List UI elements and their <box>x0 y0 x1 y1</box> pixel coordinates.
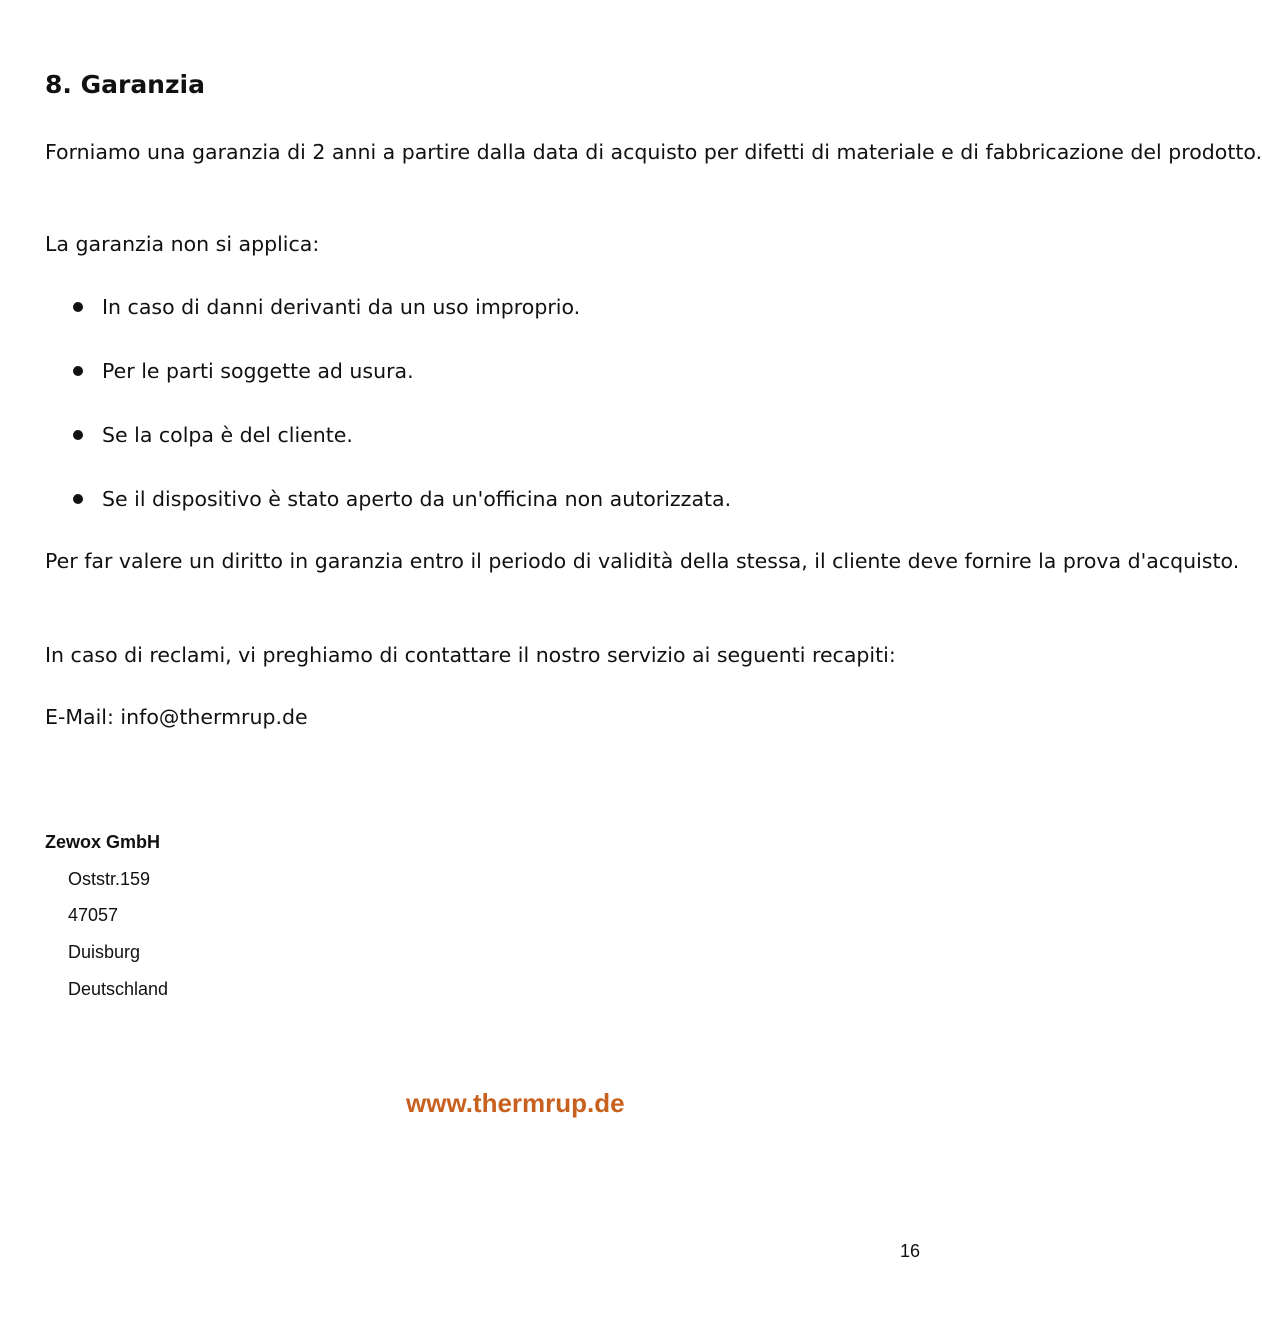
contact-intro-paragraph: In caso di reclami, vi preghiamo di contattare il nostro servizio ai seguenti recapiti: <box>45 643 896 667</box>
company-country: Deutschland <box>68 979 169 999</box>
bullet-icon <box>73 302 83 312</box>
claim-info-paragraph: Per far valere un diritto in garanzia entro il periodo di validità della stessa, il cliente deve fornire la prova d'acquisto. <box>45 549 1240 573</box>
website-url: www.thermrup.de <box>406 1088 625 1118</box>
company-street: Oststr.159 <box>68 869 151 889</box>
section-heading: 8. Garanzia <box>45 70 205 99</box>
list-item-text: Se il dispositivo è stato aperto da un'officina non autorizzata. <box>102 487 732 511</box>
list-item-text: Se la colpa è del cliente. <box>102 423 353 447</box>
page-number: 16 <box>900 1241 921 1261</box>
warranty-intro-paragraph: Forniamo una garanzia di 2 anni a partire dalla data di acquisto per difetti di materiale e di fabbricazione del prodotto. <box>45 140 1262 164</box>
company-postcode: 47057 <box>68 905 119 925</box>
exclusions-intro-paragraph: La garanzia non si applica: <box>45 232 320 256</box>
bullet-icon <box>73 366 83 376</box>
bullet-icon <box>73 494 83 504</box>
list-item-text: In caso di danni derivanti da un uso improprio. <box>102 295 581 319</box>
company-name: Zewox GmbH <box>45 832 161 852</box>
company-city: Duisburg <box>68 942 141 962</box>
list-item-text: Per le parti soggette ad usura. <box>102 359 414 383</box>
email-line: E-Mail: info@thermrup.de <box>45 705 308 729</box>
bullet-icon <box>73 430 83 440</box>
